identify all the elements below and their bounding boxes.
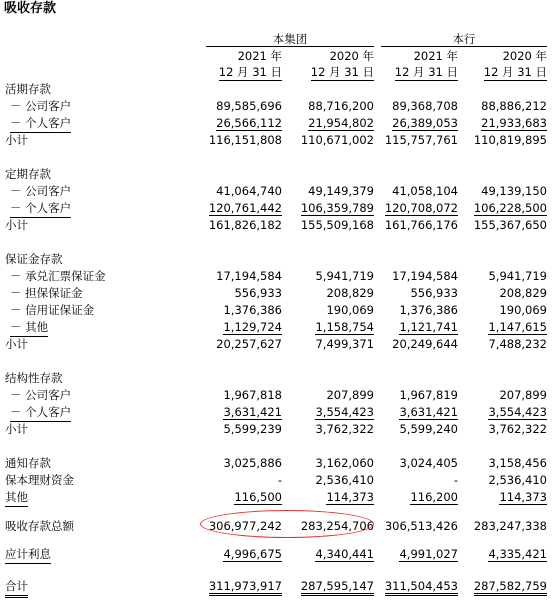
cell-text: 116,500 — [234, 490, 282, 504]
cell-text: 155,509,168 — [300, 218, 374, 232]
cell-value — [190, 98, 282, 115]
cell-text: 7,488,232 — [488, 337, 547, 351]
cell-text: 4,340,441 — [315, 547, 374, 561]
cell-value — [289, 336, 374, 353]
cell-value — [463, 268, 547, 285]
cell-value — [376, 200, 458, 217]
section-header-row — [0, 370, 553, 387]
cell-value — [289, 472, 374, 489]
cell-value — [289, 302, 374, 319]
cell-text: 3,631,421 — [399, 405, 458, 419]
cell-value — [190, 472, 282, 489]
cell-text: 41,064,740 — [216, 184, 282, 198]
header-group-bank: 本行 — [381, 32, 547, 47]
cell-text: 88,886,212 — [481, 99, 547, 113]
cell-text: 3,762,322 — [488, 422, 547, 436]
cell-value — [190, 336, 282, 353]
cell-value — [190, 200, 282, 217]
cell-value — [190, 302, 282, 319]
cell-value — [289, 268, 374, 285]
cell-value — [463, 489, 547, 506]
cell-text: 5,599,240 — [399, 422, 458, 436]
cell-text: 207,899 — [326, 388, 374, 402]
cell-value — [463, 518, 547, 535]
cell-text: 114,373 — [499, 490, 547, 504]
row-label: 小计 — [5, 218, 28, 232]
cell-value — [463, 546, 547, 563]
cell-text: 3,158,456 — [488, 456, 547, 470]
cell-text: 88,716,200 — [308, 99, 374, 113]
cell-text: 26,389,053 — [392, 116, 458, 130]
cell-text: 3,631,421 — [223, 405, 282, 419]
cell-text: 5,599,239 — [223, 422, 282, 436]
table-row — [0, 472, 553, 489]
row-label: 小计 — [5, 133, 28, 147]
cell-value — [289, 115, 374, 132]
cell-value — [376, 404, 458, 421]
cell-value — [376, 387, 458, 404]
cell-value — [289, 217, 374, 234]
cell-value — [463, 115, 547, 132]
cell-value — [463, 319, 547, 336]
cell-value — [289, 387, 374, 404]
cell-value — [376, 421, 458, 438]
cell-value — [463, 132, 547, 149]
cell-text: 4,335,421 — [488, 547, 547, 561]
row-label: 应计利息 — [5, 546, 51, 564]
cell-text: 1,967,819 — [399, 388, 458, 402]
cell-value — [463, 455, 547, 472]
cell-text: 110,819,895 — [473, 133, 547, 147]
cell-value — [376, 115, 458, 132]
cell-value — [463, 302, 547, 319]
cell-value — [289, 455, 374, 472]
col-header-date: 12 月 31 日 — [483, 65, 547, 79]
cell-value — [463, 404, 547, 421]
cell-text: 161,826,182 — [208, 218, 282, 232]
table-row — [0, 578, 553, 595]
row-label: 通知存款 — [5, 456, 51, 470]
cell-text: 4,996,675 — [223, 547, 282, 561]
cell-text: 207,899 — [499, 388, 547, 402]
cell-text: 556,933 — [410, 286, 458, 300]
cell-value — [289, 98, 374, 115]
cell-value — [376, 472, 458, 489]
col-header-4 — [463, 48, 547, 81]
row-label: 结构性存款 — [5, 371, 63, 385]
cell-text: 17,194,584 — [392, 269, 458, 283]
cell-text: 106,359,789 — [300, 201, 374, 215]
table-row — [0, 421, 553, 438]
cell-value — [190, 387, 282, 404]
col-header-3 — [376, 48, 458, 81]
col-header-2 — [289, 48, 374, 81]
cell-text: 120,708,072 — [384, 201, 458, 215]
cell-text: 283,254,706 — [300, 519, 374, 533]
cell-text: 2,536,410 — [315, 473, 374, 487]
row-label: 小计 — [5, 337, 28, 351]
cell-value — [376, 183, 458, 200]
cell-value — [190, 421, 282, 438]
cell-text: 556,933 — [234, 286, 282, 300]
table-row — [0, 200, 553, 217]
cell-text: 1,158,754 — [315, 320, 374, 334]
row-label: 保本理财资金 — [5, 473, 74, 487]
col-header-date: 12 月 31 日 — [218, 65, 282, 79]
row-label: － 公司客户 — [10, 388, 72, 402]
cell-value — [289, 404, 374, 421]
cell-value — [190, 578, 282, 595]
table-row — [0, 336, 553, 353]
cell-value — [463, 285, 547, 302]
cell-text: 283,247,338 — [473, 519, 547, 533]
cell-value — [376, 578, 458, 595]
table-row — [0, 319, 553, 336]
col-header-1 — [190, 48, 282, 81]
cell-text: - — [277, 473, 282, 487]
cell-text: 311,504,453 — [385, 579, 458, 596]
row-label: 定期存款 — [5, 167, 51, 181]
table-row — [0, 546, 553, 563]
cell-text: 120,761,442 — [208, 201, 282, 215]
row-label: － 信用证保证金 — [10, 303, 95, 317]
cell-value — [463, 472, 547, 489]
row-label: 吸收存款总额 — [5, 519, 74, 533]
col-header-year: 2021 年 — [237, 49, 282, 63]
cell-value — [376, 518, 458, 535]
cell-value — [376, 285, 458, 302]
cell-value — [190, 489, 282, 506]
col-header-date: 12 月 31 日 — [394, 65, 458, 79]
table-row — [0, 183, 553, 200]
cell-text: 21,933,683 — [481, 116, 547, 130]
table-title: 吸收存款 — [4, 1, 57, 16]
cell-text: 49,149,379 — [308, 184, 374, 198]
row-label: 活期存款 — [5, 82, 51, 96]
col-header-year: 2020 年 — [329, 49, 374, 63]
cell-text: 106,228,500 — [473, 201, 547, 215]
cell-text: 3,554,423 — [315, 405, 374, 419]
cell-value — [463, 336, 547, 353]
cell-value — [376, 546, 458, 563]
cell-value — [463, 217, 547, 234]
cell-value — [289, 319, 374, 336]
cell-value — [190, 217, 282, 234]
cell-value — [376, 132, 458, 149]
row-label: － 个人客户 — [10, 115, 71, 133]
cell-text: 311,973,917 — [209, 579, 282, 596]
table-row — [0, 285, 553, 302]
table-row — [0, 387, 553, 404]
highlight-oval — [200, 510, 374, 538]
cell-text: 208,829 — [326, 286, 374, 300]
col-header-year: 2020 年 — [502, 49, 547, 63]
cell-value — [376, 268, 458, 285]
cell-text: 17,194,584 — [216, 269, 282, 283]
cell-value — [289, 578, 374, 595]
cell-value — [463, 387, 547, 404]
cell-value — [190, 132, 282, 149]
row-label: 保证金存款 — [5, 252, 63, 266]
cell-text: 89,368,708 — [392, 99, 458, 113]
cell-text: 5,941,719 — [488, 269, 547, 283]
cell-value — [463, 421, 547, 438]
row-label: － 承兑汇票保证金 — [10, 269, 106, 283]
cell-text: 5,941,719 — [315, 269, 374, 283]
cell-text: 20,257,627 — [216, 337, 282, 351]
cell-text: 49,139,150 — [481, 184, 547, 198]
cell-value — [190, 546, 282, 563]
cell-text: 3,162,060 — [315, 456, 374, 470]
cell-text: 115,757,761 — [384, 133, 458, 147]
cell-text: 1,147,615 — [488, 320, 547, 334]
header-group-group: 本集团 — [206, 32, 374, 47]
row-label: － 个人客户 — [10, 200, 71, 218]
cell-text: 1,376,386 — [399, 303, 458, 317]
cell-text: 306,513,426 — [384, 519, 458, 533]
cell-text: 287,582,759 — [474, 579, 547, 596]
cell-text: 114,373 — [326, 490, 374, 504]
cell-text: 155,367,650 — [473, 218, 547, 232]
cell-text: 41,058,104 — [392, 184, 458, 198]
cell-value — [190, 268, 282, 285]
cell-text: 4,991,027 — [399, 547, 458, 561]
cell-text: 3,024,405 — [399, 456, 458, 470]
table-row — [0, 455, 553, 472]
cell-value — [289, 132, 374, 149]
cell-text: 208,829 — [499, 286, 547, 300]
cell-value — [376, 98, 458, 115]
cell-value — [463, 200, 547, 217]
cell-text: 110,671,002 — [300, 133, 374, 147]
row-label: － 其他 — [10, 319, 48, 337]
table-row — [0, 404, 553, 421]
cell-text: 21,954,802 — [308, 116, 374, 130]
cell-text: 306,977,242 — [208, 519, 282, 533]
row-label: 合计 — [5, 578, 28, 598]
cell-text: 1,129,724 — [223, 320, 282, 334]
cell-text: 7,499,371 — [315, 337, 374, 351]
cell-value — [190, 319, 282, 336]
col-header-date: 12 月 31 日 — [310, 65, 374, 79]
table-row — [0, 217, 553, 234]
cell-text: 116,151,808 — [208, 133, 282, 147]
table-row — [0, 268, 553, 285]
cell-value — [463, 98, 547, 115]
cell-value — [463, 578, 547, 595]
row-label: － 公司客户 — [10, 99, 72, 113]
table-row — [0, 132, 553, 149]
cell-text: 20,249,644 — [392, 337, 458, 351]
cell-text: 116,200 — [410, 490, 458, 504]
table-row — [0, 98, 553, 115]
cell-value — [289, 285, 374, 302]
cell-value — [190, 285, 282, 302]
cell-value — [289, 421, 374, 438]
cell-text: - — [453, 473, 458, 487]
cell-value — [289, 546, 374, 563]
cell-value — [289, 183, 374, 200]
cell-value — [376, 336, 458, 353]
table-row — [0, 489, 553, 506]
cell-text: 190,069 — [326, 303, 374, 317]
row-label: － 个人客户 — [10, 404, 71, 422]
cell-value — [376, 319, 458, 336]
cell-value — [376, 302, 458, 319]
cell-text: 3,025,886 — [223, 456, 282, 470]
cell-text: 3,554,423 — [488, 405, 547, 419]
cell-value — [190, 183, 282, 200]
row-label: 小计 — [5, 422, 28, 436]
row-label: － 公司客户 — [10, 184, 72, 198]
section-header-row — [0, 251, 553, 268]
cell-value — [190, 404, 282, 421]
row-label: － 担保保证金 — [10, 286, 83, 300]
section-header-row — [0, 81, 553, 98]
table-row — [0, 115, 553, 132]
cell-text: 89,585,696 — [216, 99, 282, 113]
cell-text: 190,069 — [499, 303, 547, 317]
col-header-year: 2021 年 — [413, 49, 458, 63]
cell-value — [376, 217, 458, 234]
cell-text: 1,376,386 — [223, 303, 282, 317]
cell-value — [376, 489, 458, 506]
cell-text: 287,595,147 — [301, 579, 374, 596]
cell-value — [463, 183, 547, 200]
cell-value — [289, 489, 374, 506]
cell-value — [376, 455, 458, 472]
cell-value — [190, 455, 282, 472]
cell-value — [289, 200, 374, 217]
table-row — [0, 302, 553, 319]
section-header-row — [0, 166, 553, 183]
cell-text: 3,762,322 — [315, 422, 374, 436]
cell-text: 2,536,410 — [488, 473, 547, 487]
cell-text: 161,766,176 — [384, 218, 458, 232]
row-label: 其他 — [5, 489, 28, 507]
cell-text: 1,121,741 — [399, 320, 458, 334]
cell-value — [190, 115, 282, 132]
cell-text: 26,566,112 — [216, 116, 282, 130]
cell-text: 1,967,818 — [223, 388, 282, 402]
